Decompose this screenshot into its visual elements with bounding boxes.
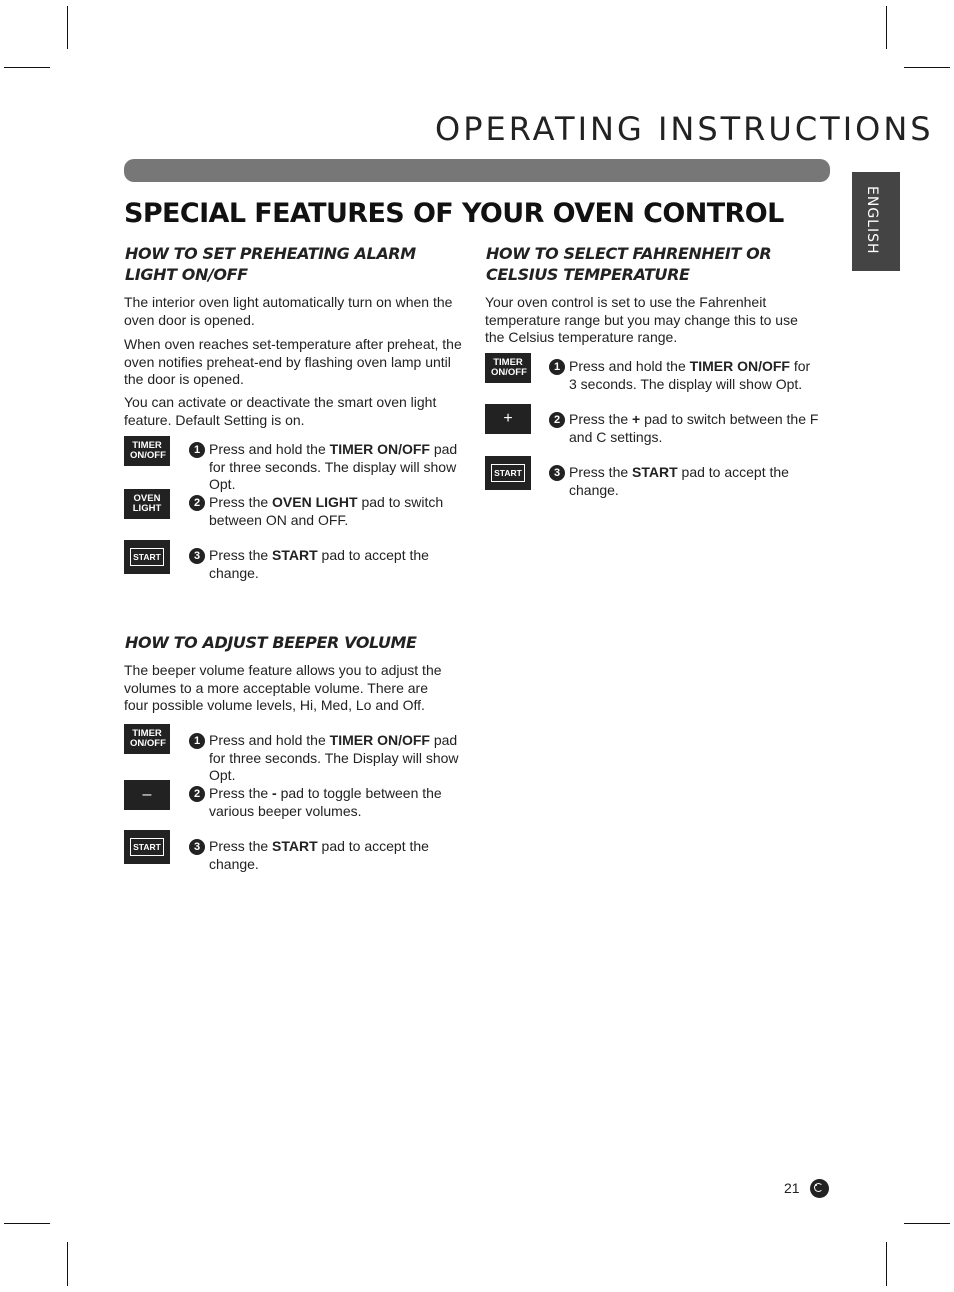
paragraph: The beeper volume feature allows you to adjust the volumes to a more acceptable volume. There are four possible volume levels, Hi, Med, Lo and Off. [124,662,442,713]
page-title: SPECIAL FEATURES OF YOUR OVEN CONTROL [124,198,784,229]
crop-mark [67,6,68,49]
step-number: 1 [189,733,205,749]
header-title: OPERATING INSTRUCTIONS [435,110,934,148]
paragraph: When oven reaches set-temperature after preheat, the oven notifies preheat-end by flashing oven lamp until the door is opened. [124,336,462,387]
step-text: Press the + pad to switch between the F and C settings. [569,411,819,445]
crop-mark [886,6,887,49]
step-text: Press the START pad to accept the change. [569,464,789,498]
minus-pad: – [124,780,170,810]
step-number: 2 [549,412,565,428]
step-text: Press and hold the TIMER ON/OFF pad for three seconds. The Display will show Opt. [209,732,459,783]
step-number: 2 [189,495,205,511]
header-bar [124,159,830,182]
language-tab [852,172,900,271]
step-number: 3 [189,548,205,564]
plus-pad: + [485,404,531,434]
step-number: 3 [549,465,565,481]
timer-on-off-pad: TIMER ON/OFF [124,724,170,754]
paragraph: You can activate or deactivate the smart oven light feature. Default Setting is on. [124,394,437,428]
lg-logo-icon [810,1179,829,1198]
step-number: 2 [189,786,205,802]
section-title-preheat: HOW TO SET PREHEATING ALARM LIGHT ON/OFF [125,244,416,284]
step-text: Press and hold the TIMER ON/OFF for 3 seconds. The display will show Opt. [569,358,811,392]
paragraph: The interior oven light automatically turn on when the oven door is opened. [124,294,453,328]
language-tab-label: ENGLISH [864,186,880,255]
section-title-beeper: HOW TO ADJUST BEEPER VOLUME [125,633,417,652]
step-text: Press the START pad to accept the change. [209,838,429,872]
step-text: Press the START pad to accept the change. [209,547,429,581]
step-text: Press the OVEN LIGHT pad to switch between ON and OFF. [209,494,444,528]
step-number: 3 [189,839,205,855]
step-text: Press the - pad to toggle between the various beeper volumes. [209,785,442,819]
oven-light-pad: OVEN LIGHT [124,489,170,519]
start-pad: START [124,540,170,574]
crop-mark [67,1242,68,1286]
step-number: 1 [189,442,205,458]
start-pad: START [124,830,170,864]
timer-on-off-pad: TIMER ON/OFF [124,436,170,466]
page-number: 21 [784,1180,800,1196]
step-text: Press and hold the TIMER ON/OFF pad for three seconds. The display will show Opt. [209,441,458,492]
start-pad: START [485,456,531,490]
crop-mark [886,1242,887,1286]
paragraph: Your oven control is set to use the Fahrenheit temperature range but you may change this to use the Celsius temperature range. [485,294,798,345]
section-title-temperature: HOW TO SELECT FAHRENHEIT OR CELSIUS TEMPERATURE [486,244,772,284]
timer-on-off-pad: TIMER ON/OFF [485,353,531,383]
crop-mark [4,67,50,68]
crop-mark [4,1223,50,1224]
crop-mark [904,1223,950,1224]
crop-mark [904,67,950,68]
step-number: 1 [549,359,565,375]
